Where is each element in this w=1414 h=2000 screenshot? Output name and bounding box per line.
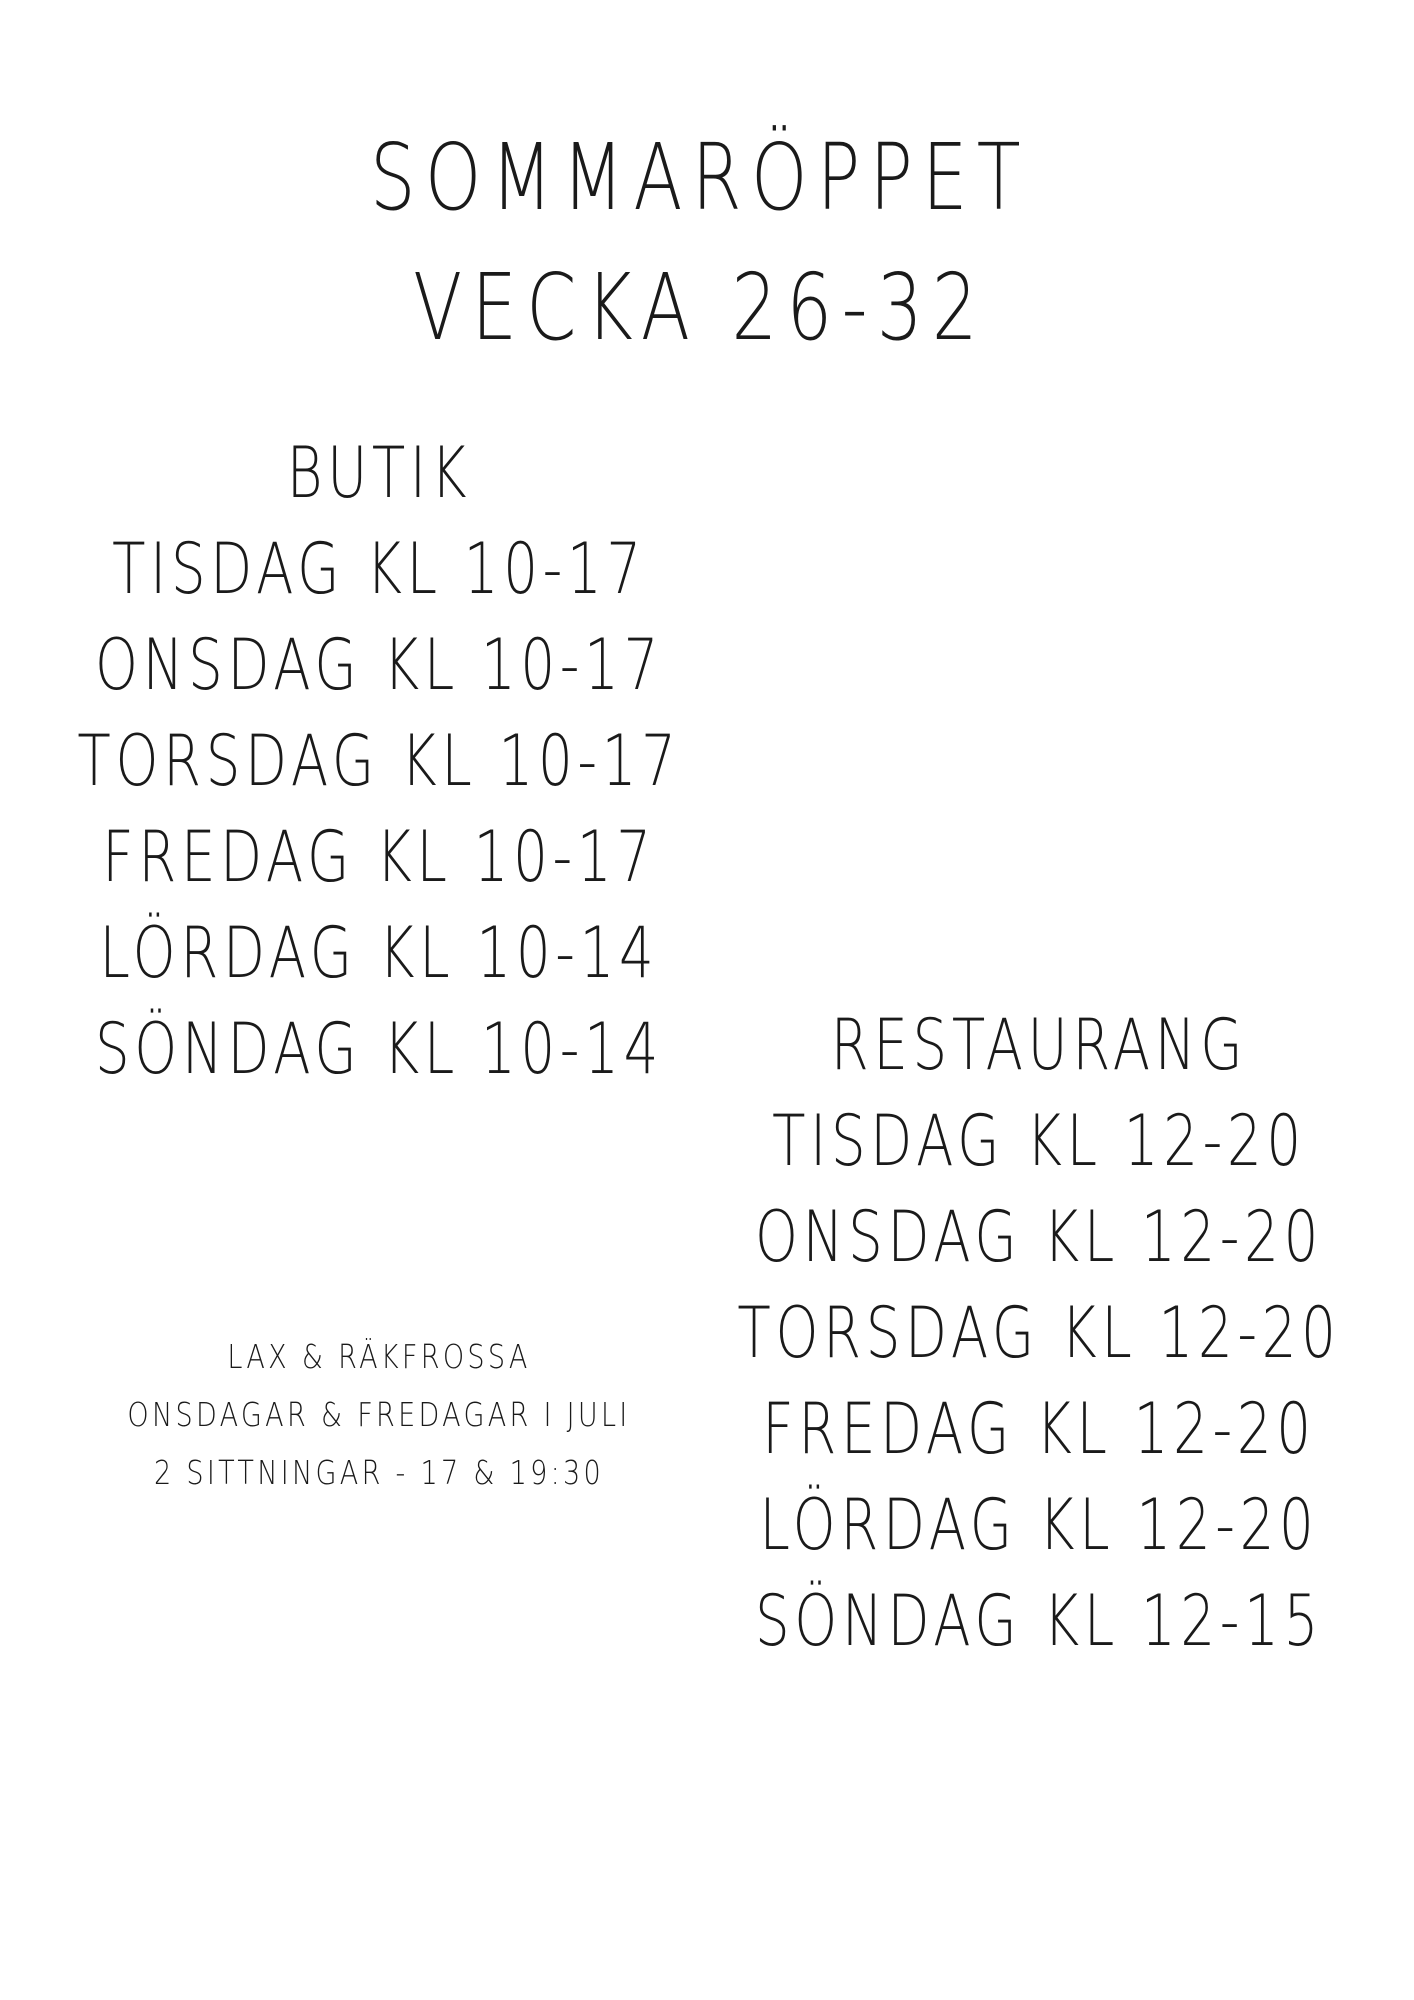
butik-heading: BUTIK	[286, 432, 472, 514]
butik-hours-onsdag: ONSDAG KL 10-17	[94, 624, 664, 706]
butik-hours-tisdag: TISDAG KL 10-17	[112, 528, 646, 610]
restaurang-hours-fredag: FREDAG KL 12-20	[762, 1388, 1316, 1470]
restaurang-hours-lordag: LÖRDAG KL 12-20	[759, 1484, 1319, 1566]
page-title-line-2: VECKA 26-32	[413, 254, 987, 361]
page-title-line-1: SOMMARÖPPET	[370, 124, 1030, 231]
butik-hours-fredag: FREDAG KL 10-17	[102, 816, 656, 898]
event-line-2: ONSDAGAR & FREDAGAR I JULI	[127, 1395, 631, 1434]
event-line-1: LAX & RÄKFROSSA	[227, 1337, 531, 1376]
butik-hours-sondag: SÖNDAG KL 10-14	[94, 1008, 664, 1090]
butik-hours-torsdag: TORSDAG KL 10-17	[77, 720, 681, 802]
restaurang-hours-torsdag: TORSDAG KL 12-20	[737, 1292, 1341, 1374]
event-line-3: 2 SITTNINGAR - 17 & 19:30	[153, 1453, 605, 1492]
restaurang-heading: RESTAURANG	[830, 1004, 1248, 1086]
restaurang-hours-tisdag: TISDAG KL 12-20	[772, 1100, 1306, 1182]
restaurang-hours-onsdag: ONSDAG KL 12-20	[754, 1196, 1324, 1278]
butik-hours-lordag: LÖRDAG KL 10-14	[99, 912, 659, 994]
restaurang-hours-sondag: SÖNDAG KL 12-15	[754, 1580, 1324, 1662]
